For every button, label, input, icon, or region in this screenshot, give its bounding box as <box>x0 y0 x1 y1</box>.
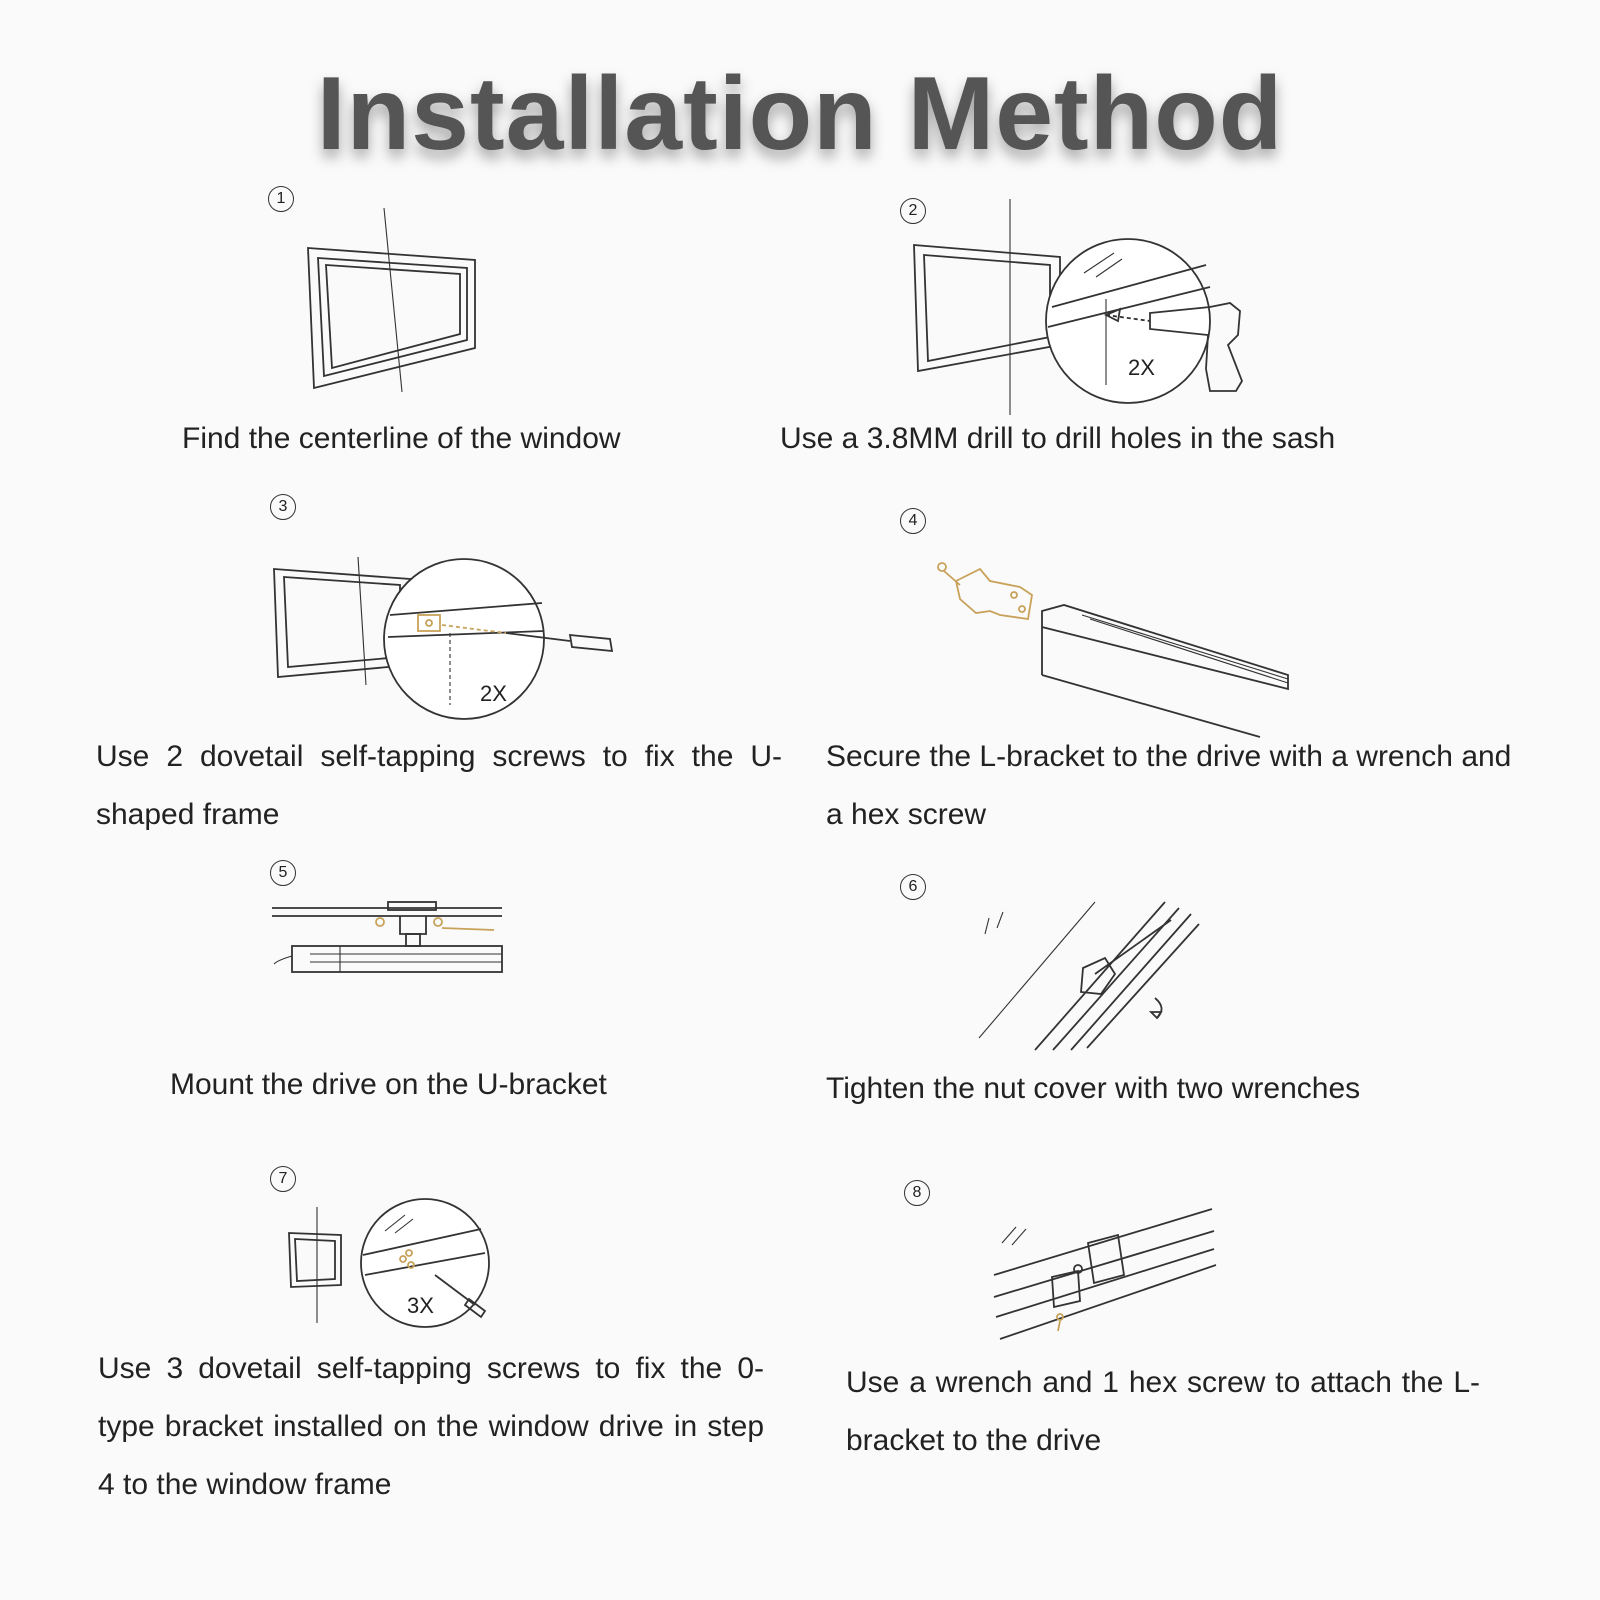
step-4-bracket-illustration <box>930 555 1290 745</box>
step-7-bracket-screws-illustration <box>285 1195 505 1335</box>
step-2-number: 2 <box>900 198 926 224</box>
step-1-window-illustration <box>300 200 480 395</box>
step-4-caption: Secure the L-bracket to the drive with a wrench and a hex screw <box>826 740 1512 831</box>
step-8-caption: Use a wrench and 1 hex screw to attach the L-bracket to the drive <box>846 1366 1480 1457</box>
step-1-caption: Find the centerline of the window <box>182 422 621 455</box>
step-3-caption: Use 2 dovetail self-tapping screws to fix the U-shaped frame <box>96 740 782 831</box>
step-8-hex-screw-illustration <box>992 1205 1222 1345</box>
step-3-multiplier: 2X <box>480 681 507 706</box>
step-2-drill-illustration <box>910 195 1260 425</box>
centerline <box>384 208 402 392</box>
step-3-number: 3 <box>270 494 296 520</box>
step-7-caption: Use 3 dovetail self-tapping screws to fix the 0-type bracket installed on the window drive in step 4 to the window frame <box>98 1352 764 1501</box>
step-6-number: 6 <box>900 874 926 900</box>
page-title: Installation Method <box>316 56 1284 172</box>
step-7-number: 7 <box>270 1166 296 1192</box>
step-5-drive-illustration <box>270 898 510 998</box>
step-5-caption: Mount the drive on the U-bracket <box>170 1068 607 1101</box>
step-2-caption: Use a 3.8MM drill to drill holes in the sash <box>780 422 1336 455</box>
step-3-screws-illustration <box>270 555 630 725</box>
step-6-wrench-illustration <box>975 898 1215 1058</box>
step-7-multiplier: 3X <box>407 1293 434 1318</box>
step-4-number: 4 <box>900 508 926 534</box>
step-6-caption: Tighten the nut cover with two wrenches <box>826 1072 1361 1105</box>
step-5-number: 5 <box>270 860 296 886</box>
step-1-number: 1 <box>268 186 294 212</box>
step-2-multiplier: 2X <box>1128 355 1155 380</box>
step-8-number: 8 <box>904 1180 930 1206</box>
